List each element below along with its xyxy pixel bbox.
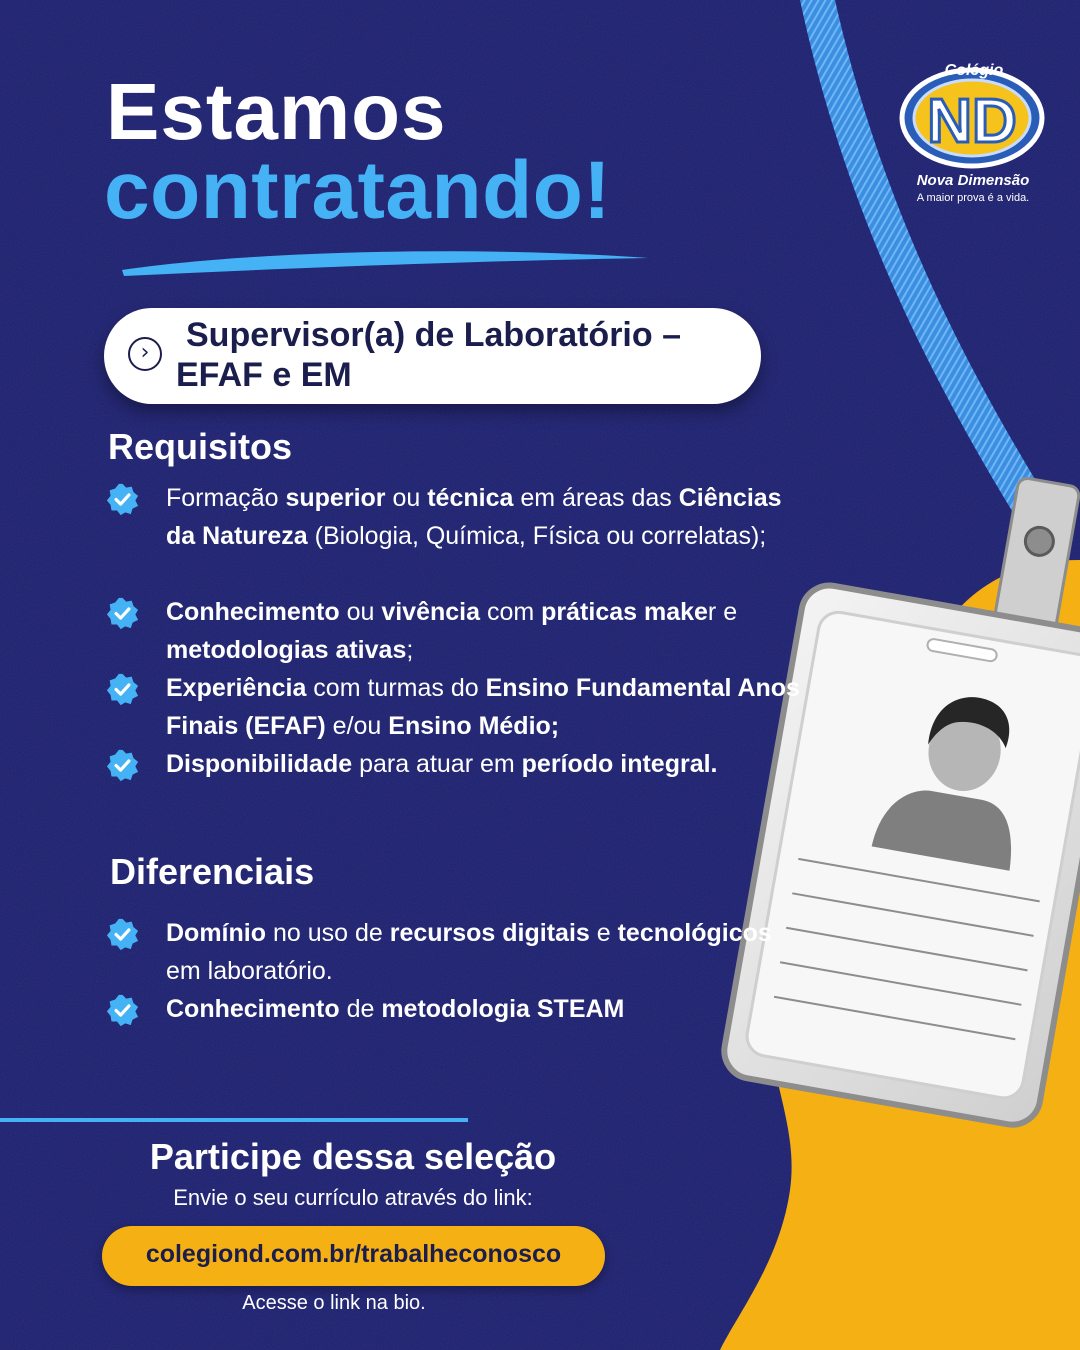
list-item-text: Formação — [166, 484, 286, 512]
list-item-text: de — [339, 995, 382, 1023]
list-item — [166, 479, 806, 555]
headline-line1: Estamos — [106, 67, 447, 156]
list-item-text: (Biologia, Química, Física ou correlatas); — [307, 522, 767, 550]
list-item-text: em laboratório. — [166, 957, 333, 985]
careers-link[interactable]: colegiond.com.br/trabalheconosco — [145, 1240, 562, 1268]
list-item-text: recursos digitais — [389, 919, 590, 947]
list-item-text: r e — [707, 598, 738, 626]
list-item-text: práticas make — [541, 598, 708, 626]
list-item-text: Ensino Fundamental Anos Finais (EFAF) — [166, 674, 800, 740]
list-item — [166, 990, 806, 1028]
check-badge-icon — [106, 918, 139, 951]
headline-line2: contratando! — [104, 145, 612, 236]
list-item-text: período integral. — [521, 750, 718, 778]
logo-script: Colégio — [944, 62, 1004, 79]
list-item-text: com turmas do — [306, 674, 486, 702]
list-item-text: superior — [285, 484, 386, 512]
list-item — [166, 745, 806, 783]
list-item-text: e — [589, 919, 618, 947]
logo-monogram: ND — [927, 87, 1017, 156]
list-item-text: Disponibilidade — [166, 750, 353, 778]
logo-tagline: A maior prova é a vida. — [916, 192, 1030, 204]
list-item-text: tecnológicos — [617, 919, 772, 947]
check-badge-icon — [106, 483, 139, 516]
chevron-right-icon: › — [128, 337, 162, 371]
job-title-line1: Supervisor(a) de Laboratório – — [186, 316, 681, 354]
check-badge-icon — [106, 749, 139, 782]
list-item-text: metodologias ativas — [166, 636, 407, 664]
list-item-text: técnica — [427, 484, 514, 512]
list-item-text: ou — [339, 598, 382, 626]
requirements-heading: Requisitos — [108, 426, 293, 467]
list-item-text: Experiência — [166, 674, 307, 702]
check-badge-icon — [106, 597, 139, 630]
list-item-text: Conhecimento — [166, 598, 340, 626]
list-item-text: para atuar em — [352, 750, 522, 778]
list-item-text: Ensino Médio; — [388, 712, 560, 740]
list-item — [166, 914, 806, 990]
list-item — [166, 593, 806, 669]
list-item-text: vivência — [381, 598, 481, 626]
list-item-text: ou — [385, 484, 428, 512]
cta-subtitle: Envie o seu currículo através do link: — [173, 1185, 533, 1210]
cta-title: Participe dessa seleção — [149, 1136, 557, 1177]
check-badge-icon — [106, 994, 139, 1027]
list-item-text: metodologia STEAM — [381, 995, 625, 1023]
list-item-text: em áreas das — [513, 484, 679, 512]
list-item-text: e/ou — [325, 712, 389, 740]
list-item-text: ; — [406, 636, 414, 664]
job-title-line2: EFAF e EM — [176, 356, 352, 394]
logo-emblem — [902, 70, 1042, 166]
divider — [0, 1118, 468, 1122]
differentials-heading: Diferenciais — [110, 851, 315, 892]
logo-name: Nova Dimensão — [916, 172, 1030, 189]
list-item-text: Domínio — [166, 919, 266, 947]
list-item-text: com — [480, 598, 542, 626]
list-item-text: Conhecimento — [166, 995, 340, 1023]
check-badge-icon — [106, 673, 139, 706]
list-item — [166, 669, 806, 745]
list-item-text: Ciências da Natureza — [166, 484, 782, 550]
list-item-text: no uso de — [266, 919, 390, 947]
bio-note: Acesse o link na bio. — [242, 1292, 426, 1314]
